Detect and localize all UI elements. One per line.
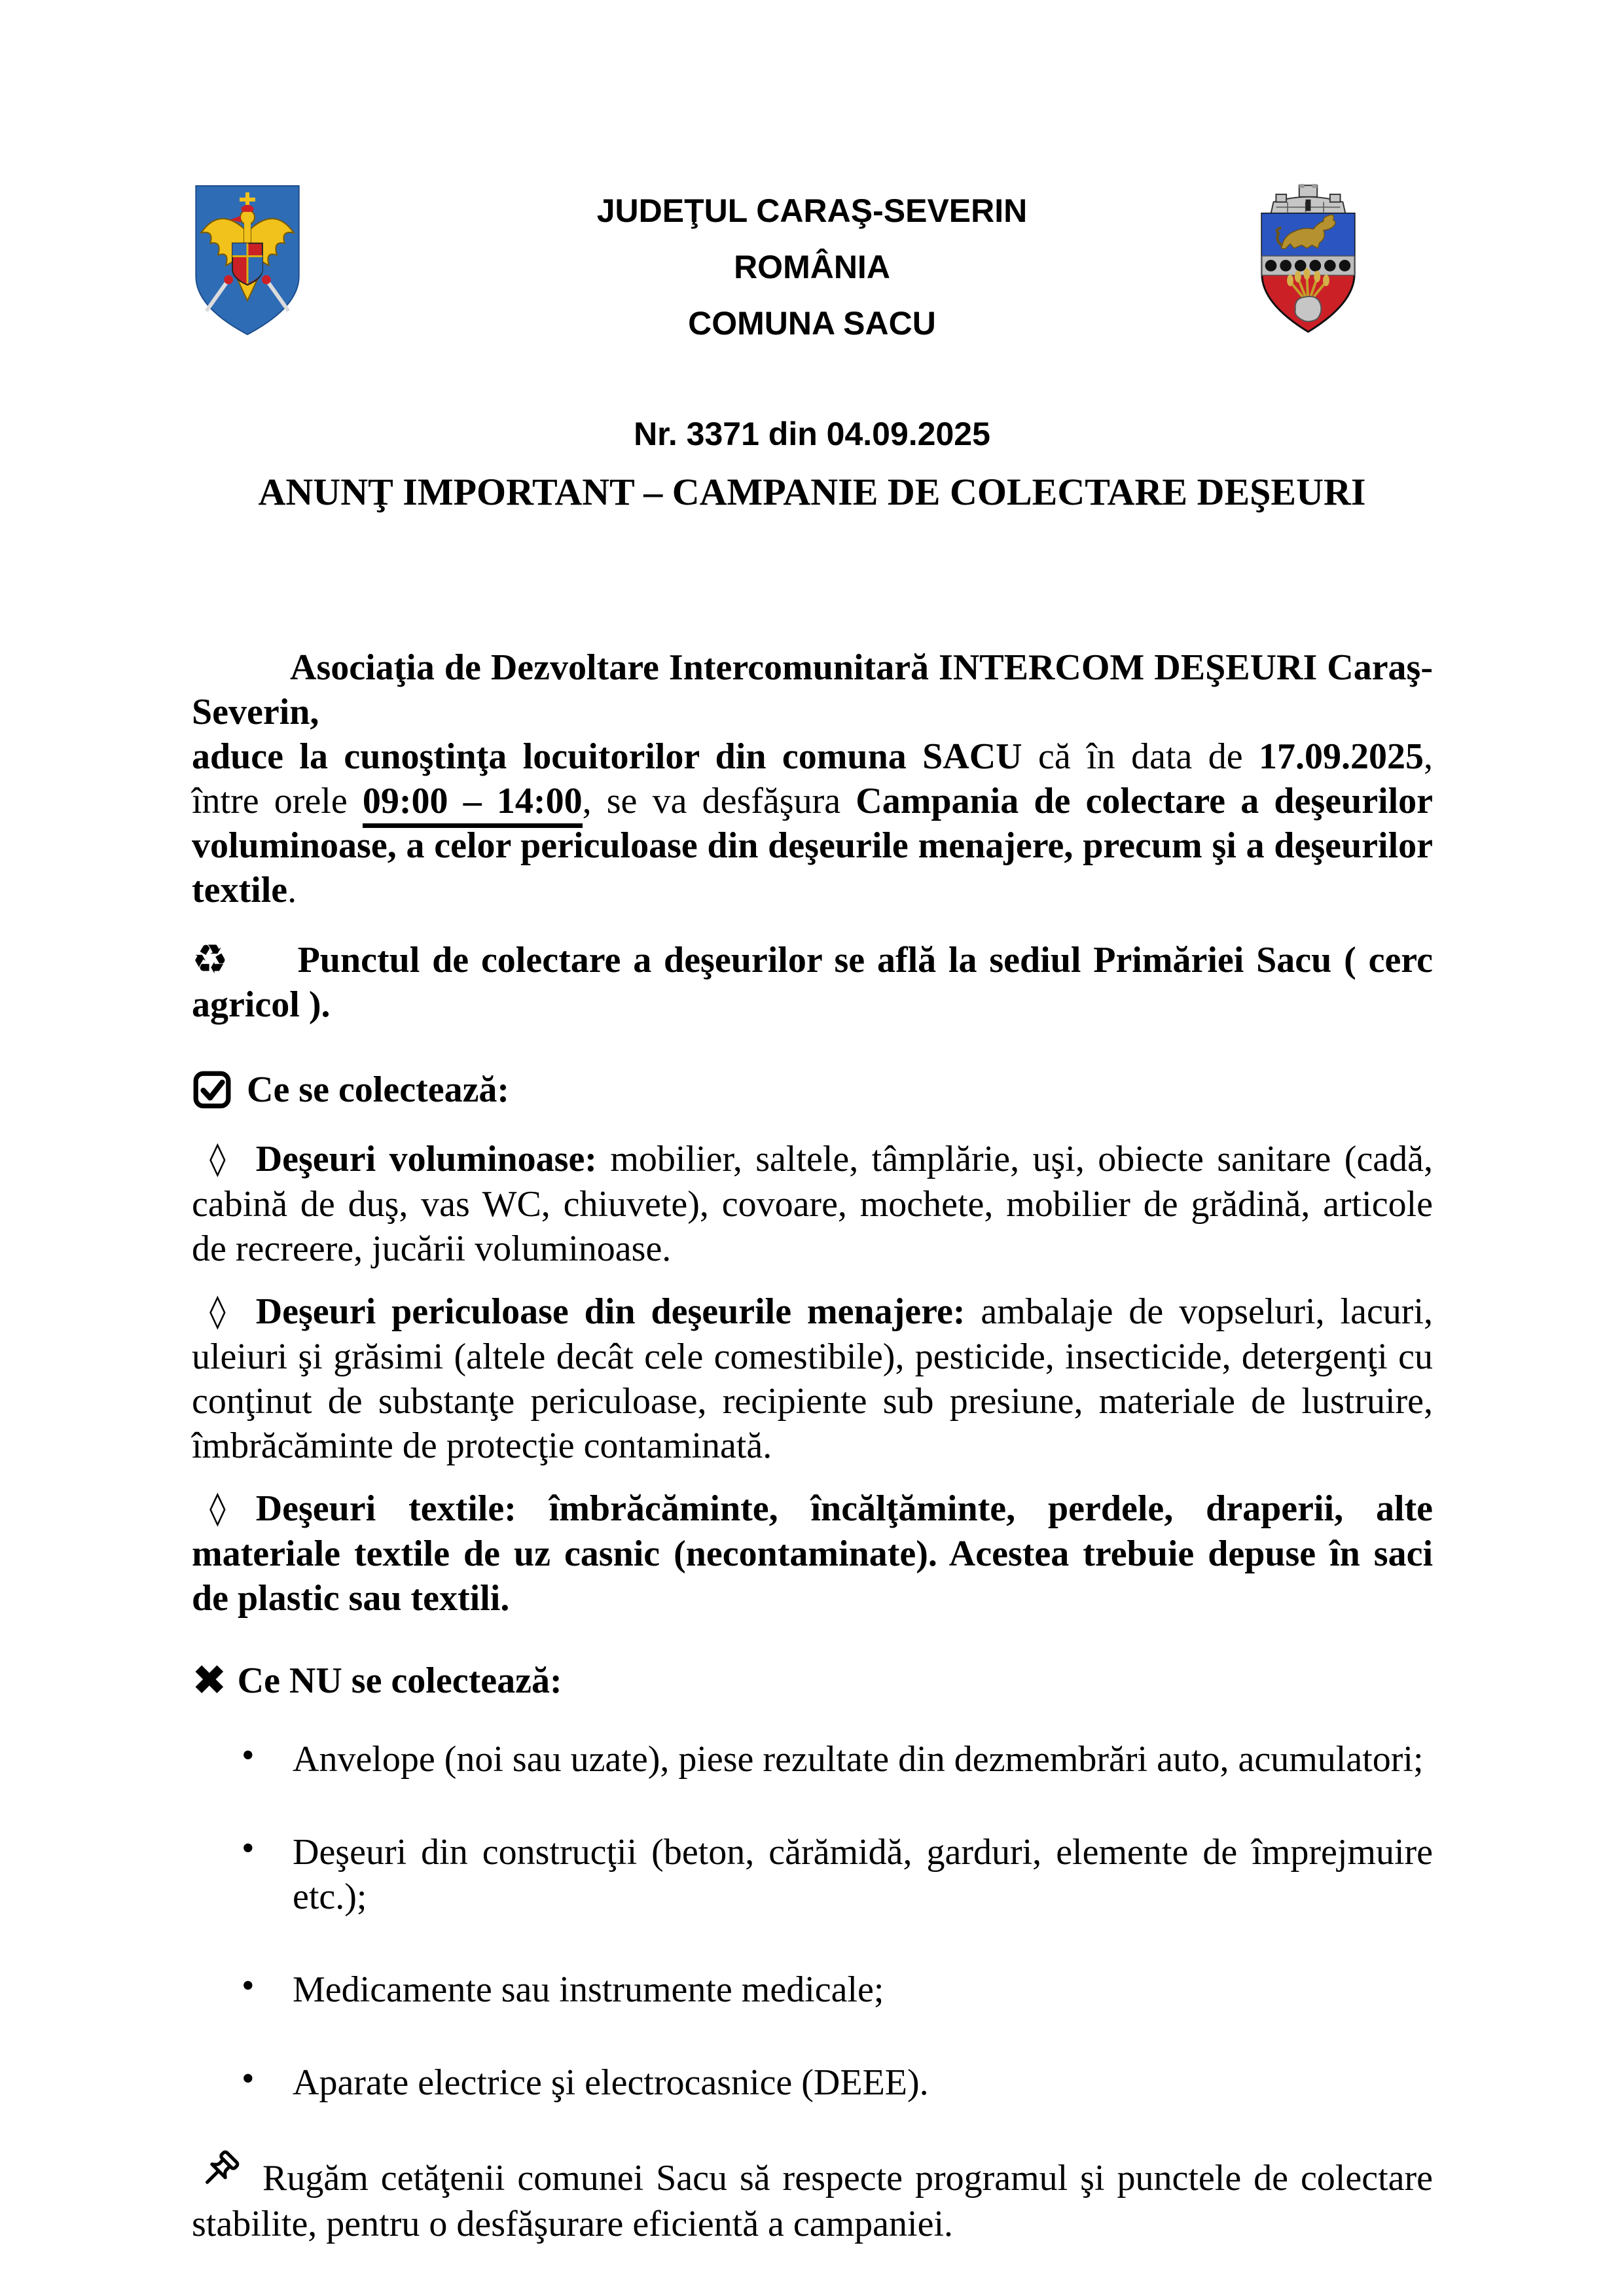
x-mark-icon: ✖ [192, 1657, 227, 1705]
not-collected-section-heading [192, 1659, 1433, 1703]
text-run: , se va desfăşura [582, 781, 856, 821]
list-item-text: Aparate electrice şi electrocasnice (DEEE). [293, 2062, 929, 2103]
not-collected-heading-label: Ce NU se colectează: [237, 1660, 562, 1701]
list-item [192, 1967, 1433, 2012]
collected-item-text: îmbrăcăminte, încălţăminte, perdele, draperii, alte materiale textile de uz casnic (necontaminate). Acestea trebuie depuse în saci de plastic sau textili. [192, 1488, 1433, 1619]
document-number: Nr. 3371 din 04.09.2025 [634, 416, 990, 452]
list-item-text: Deşeuri din construcţii (beton, cărămidă, garduri, elemente de împrejmuire etc.); [293, 1832, 1433, 1917]
header-county-line: JUDEŢUL CARAŞ-SEVERIN [596, 192, 1028, 229]
closing-paragraph [192, 2148, 1433, 2246]
collected-heading-label: Ce se colectează: [247, 1069, 510, 1110]
bullet-dot-icon: • [242, 1735, 255, 1776]
intro-paragraph [192, 734, 1433, 912]
text-run: aduce la cunoştinţa locuitorilor din comuna SACU [192, 736, 1022, 777]
list-item-text: Anvelope (noi sau uzate), piese rezultate din dezmembrări auto, acumulatori; [293, 1739, 1424, 1780]
collection-point-text: Punctul de colectare a deşeurilor se află la sediul Primăriei Sacu ( cerc agricol ). [192, 940, 1433, 1025]
collected-item [192, 1137, 1433, 1271]
bullet-dot-icon: • [242, 1828, 255, 1869]
collected-item [192, 1289, 1433, 1468]
intro-paragraph-line1: Asociaţia de Dezvoltare Intercomunitară INTERCOM DEŞEURI Caraş-Severin, [192, 647, 1433, 732]
page-title: ANUNŢ IMPORTANT – CAMPANIE DE COLECTARE DEŞEURI [258, 471, 1366, 513]
collected-item-label: Deşeuri periculoase din deşeurile menajere: [255, 1291, 965, 1332]
list-item [192, 1737, 1433, 1782]
header-country-line: ROMÂNIA [734, 249, 890, 285]
schedule-hours: 09:00 – 14:00 [363, 781, 583, 828]
collected-item-label: Deşeuri textile: [255, 1488, 516, 1529]
diamond-bullet-icon: ◊ [209, 1139, 226, 1177]
bullet-dot-icon: • [242, 2058, 255, 2099]
text-run: . [287, 870, 297, 910]
document-body [192, 645, 1433, 2246]
list-item [192, 1830, 1433, 1919]
header-commune-line: COMUNA SACU [688, 305, 936, 342]
diamond-bullet-icon: ◊ [209, 1292, 226, 1330]
closing-text: Rugăm cetăţenii comunei Sacu să respecte programul şi punctele de colectare stabilite, pentru o desfăşurare eficientă a campaniei. [192, 2158, 1433, 2244]
collected-item-text: ambalaje de vopseluri, lacuri, uleiuri şi grăsimi (altele decât cele comestibile), pesticide, insecticide, detergenţi cu conţinut de substanţe periculoase, recipiente sub presiune, materiale de lustruire, îmbrăcăminte de protecţie contaminată. [192, 1291, 1433, 1466]
not-collected-list [192, 1737, 1433, 2105]
text-run: 17.09.2025 [1259, 736, 1424, 777]
header [0, 194, 1624, 363]
bullet-dot-icon: • [242, 1965, 255, 2006]
collected-section-heading [192, 1067, 1433, 1112]
text-run: , între orele [192, 736, 1433, 821]
recycle-icon: ♻ [192, 935, 228, 983]
list-item-text: Medicamente sau instrumente medicale; [293, 1969, 884, 2010]
collection-point-paragraph [192, 936, 1433, 1027]
checkbox-checked-icon [192, 1069, 232, 1110]
collected-item [192, 1486, 1433, 1621]
collected-item-label: Deşeuri voluminoase: [255, 1139, 597, 1179]
diamond-bullet-icon: ◊ [209, 1489, 226, 1527]
text-run: că în data de [1022, 736, 1259, 777]
collected-item-text: mobilier, saltele, tâmplărie, uşi, obiecte sanitare (cadă, cabină de duş, vas WC, chiuvete), covoare, mochete, mobilier de grădină, articole de recreere, jucării voluminoase. [192, 1139, 1434, 1269]
pushpin-icon [192, 2148, 245, 2202]
text-run: Campania de colectare a deşeurilor voluminoase, a celor periculoase din deşeurile menajere, precum şi a deşeurilor textile [192, 781, 1434, 910]
list-item [192, 2060, 1433, 2105]
